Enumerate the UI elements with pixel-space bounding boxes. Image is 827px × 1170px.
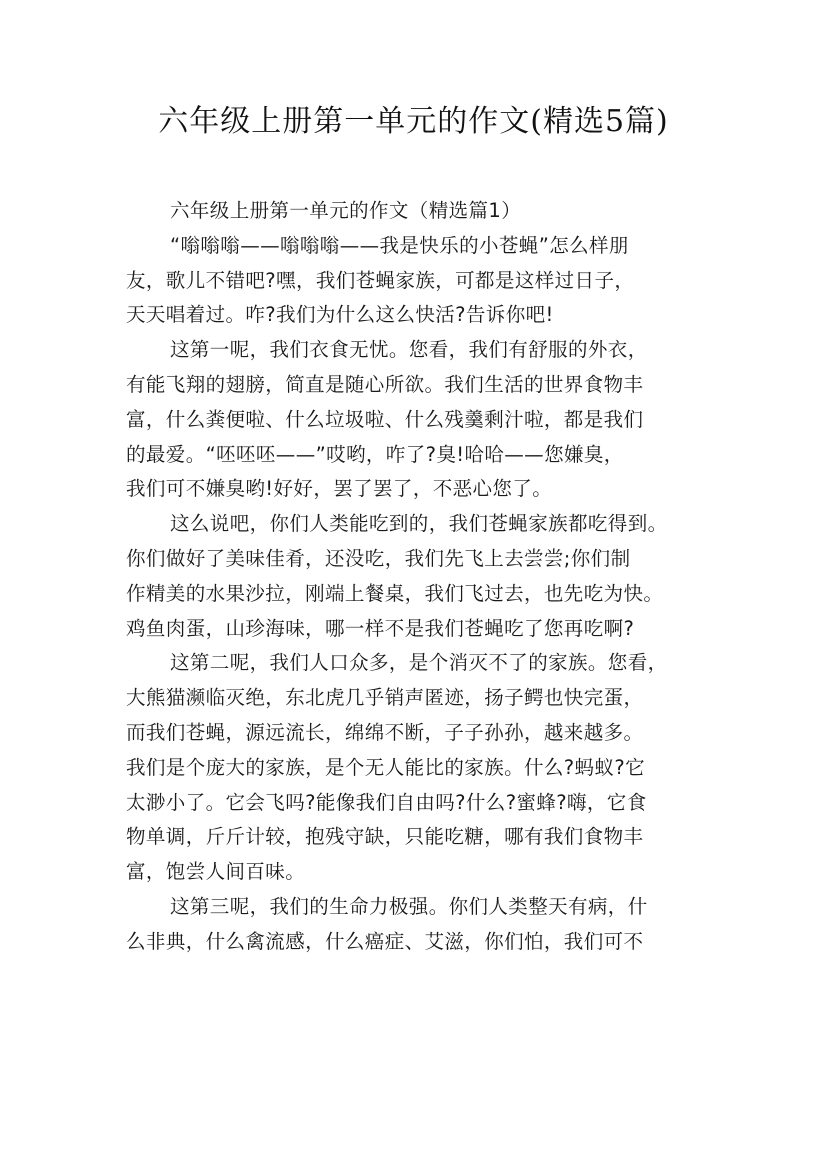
body-text-line: 物单调，斤斤计较，抱残守缺，只能吃糖，哪有我们食物丰 bbox=[126, 825, 644, 849]
document-body bbox=[126, 194, 716, 960]
body-text-line: 么非典，什么禽流感，什么癌症、艾滋，你们怕，我们可不 bbox=[126, 929, 644, 953]
body-text-line: 鸡鱼肉蛋，山珍海味，哪一样不是我们苍蝇吃了您再吃啊? bbox=[126, 616, 635, 640]
body-text-line: “嗡嗡嗡——嗡嗡嗡——我是快乐的小苍蝇”怎么样朋 bbox=[170, 233, 629, 257]
body-text-line: 大熊猫濒临灭绝，东北虎几乎销声匿迹，扬子鳄也快完蛋， bbox=[126, 686, 644, 710]
body-text-line: 这第二呢，我们人口众多，是个消灭不了的家族。您看， bbox=[170, 651, 668, 675]
body-text-line: 这第一呢，我们衣食无忧。您看，我们有舒服的外衣， bbox=[170, 338, 648, 362]
body-text-line: 富，饱尝人间百味。 bbox=[126, 860, 306, 884]
body-text-line: 的最爱。“呸呸呸——”哎哟，咋了?臭!哈哈——您嫌臭， bbox=[126, 442, 624, 466]
document-title: 六年级上册第一单元的作文(精选5篇) bbox=[158, 104, 669, 139]
body-text-line: 你们做好了美味佳肴，还没吃，我们先飞上去尝尝;你们制 bbox=[126, 546, 631, 570]
body-text-line: 作精美的水果沙拉，刚端上餐桌，我们飞过去，也先吃为快。 bbox=[126, 581, 664, 605]
body-text-line: 六年级上册第一单元的作文（精选篇1） bbox=[170, 199, 522, 222]
body-text-line: 天天唱着过。咋?我们为什么这么快活?告诉你吧! bbox=[126, 303, 554, 327]
body-text-line: 这第三呢，我们的生命力极强。你们人类整天有病，什 bbox=[170, 894, 648, 918]
body-text-line: 这么说吧，你们人类能吃到的，我们苍蝇家族都吃得到。 bbox=[170, 512, 668, 536]
body-text-line: 有能飞翔的翅膀，简直是随心所欲。我们生活的世界食物丰 bbox=[126, 372, 644, 396]
body-text-line: 友，歌儿不错吧?嘿，我们苍蝇家族，可都是这样过日子， bbox=[126, 268, 635, 292]
body-text-line: 而我们苍蝇，源远流长，绵绵不断，子子孙孙，越来越多。 bbox=[126, 720, 644, 744]
body-text-line: 太渺小了。它会飞吗?能像我们自由吗?什么?蜜蜂?嗨，它食 bbox=[126, 790, 647, 814]
body-text-line: 富，什么粪便啦、什么垃圾啦、什么残羹剩汁啦，都是我们 bbox=[126, 407, 644, 431]
body-text-line: 我们是个庞大的家族，是个无人能比的家族。什么?蚂蚁?它 bbox=[126, 755, 645, 779]
body-text-line: 我们可不嫌臭哟!好好，罢了罢了，不恶心您了。 bbox=[126, 477, 553, 501]
